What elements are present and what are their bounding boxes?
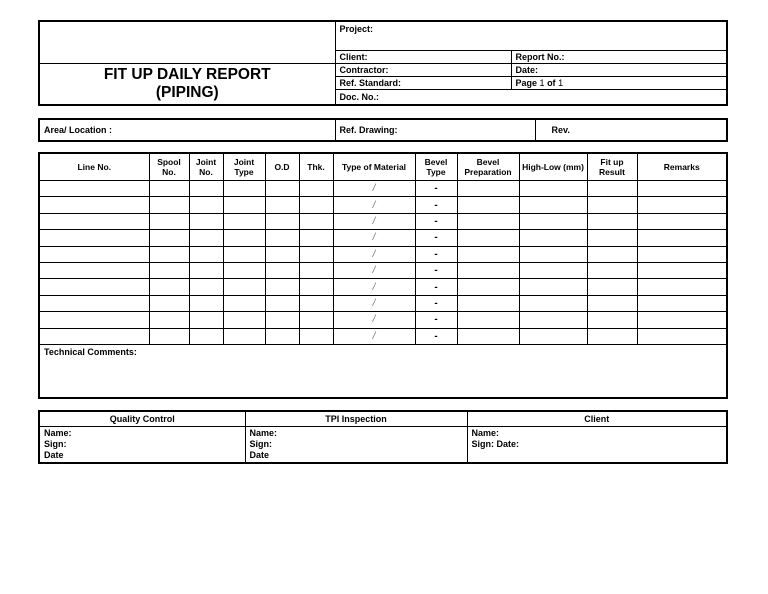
column-header: Remarks (637, 153, 727, 181)
material-separator: / (372, 248, 376, 260)
table-cell[interactable] (189, 295, 223, 311)
table-cell[interactable] (299, 230, 333, 246)
fit-up-table (38, 152, 728, 399)
table-cell[interactable] (519, 197, 587, 213)
table-cell[interactable] (189, 230, 223, 246)
client-name-label: Name: (471, 428, 500, 438)
area-location-field[interactable] (39, 119, 335, 141)
rev-field[interactable] (535, 119, 727, 141)
table-row (39, 262, 727, 278)
table-cell[interactable] (333, 262, 415, 278)
table-cell[interactable] (587, 181, 637, 197)
table-cell[interactable] (457, 181, 519, 197)
table-row (39, 328, 727, 344)
table-cell[interactable] (149, 213, 189, 229)
table-cell[interactable] (39, 246, 149, 262)
table-cell[interactable] (39, 181, 149, 197)
table-cell[interactable] (223, 246, 265, 262)
client-signature-field[interactable] (467, 427, 727, 464)
table-cell[interactable] (265, 262, 299, 278)
bevel-placeholder: - (434, 232, 438, 244)
table-cell[interactable] (587, 213, 637, 229)
table-cell[interactable] (299, 279, 333, 295)
table-cell[interactable] (587, 230, 637, 246)
table-cell[interactable] (333, 213, 415, 229)
table-cell[interactable] (457, 230, 519, 246)
column-header: Type of Material (333, 153, 415, 181)
column-header: O.D (265, 153, 299, 181)
table-cell[interactable] (39, 312, 149, 328)
column-header: Thk. (299, 153, 333, 181)
table-cell[interactable] (587, 197, 637, 213)
client-title: Client (467, 411, 727, 427)
table-cell[interactable] (415, 213, 457, 229)
table-cell[interactable] (415, 295, 457, 311)
table-cell[interactable] (39, 230, 149, 246)
table-cell[interactable] (587, 295, 637, 311)
table-cell[interactable] (189, 328, 223, 344)
table-cell[interactable] (149, 181, 189, 197)
table-cell[interactable] (265, 328, 299, 344)
table-cell[interactable] (519, 181, 587, 197)
table-row (39, 181, 727, 197)
table-cell[interactable] (457, 197, 519, 213)
title-line-2: (PIPING) (155, 84, 219, 101)
column-header: High-Low (mm) (519, 153, 587, 181)
table-cell[interactable] (457, 312, 519, 328)
column-header: Joint Type (223, 153, 265, 181)
table-cell[interactable] (189, 197, 223, 213)
table-cell[interactable] (415, 197, 457, 213)
table-cell[interactable] (457, 279, 519, 295)
table-cell[interactable] (189, 181, 223, 197)
table-cell[interactable] (415, 262, 457, 278)
table-cell[interactable] (637, 295, 727, 311)
table-cell[interactable] (189, 246, 223, 262)
table-cell[interactable] (587, 246, 637, 262)
table-cell[interactable] (149, 246, 189, 262)
table-cell[interactable] (415, 181, 457, 197)
client-field[interactable] (335, 51, 511, 64)
material-separator: / (372, 330, 376, 342)
table-cell[interactable] (223, 230, 265, 246)
table-cell[interactable] (265, 279, 299, 295)
signature-block (38, 410, 728, 464)
report-no-label: Report No.: (515, 52, 565, 62)
ref-drawing-label: Ref. Drawing: (339, 125, 398, 135)
table-cell[interactable] (189, 279, 223, 295)
table-cell[interactable] (299, 197, 333, 213)
material-separator: / (372, 199, 376, 211)
table-cell[interactable] (415, 230, 457, 246)
qc-title: Quality Control (39, 411, 245, 427)
project-field[interactable] (335, 21, 727, 51)
table-row (39, 295, 727, 311)
page-total: 1 (558, 78, 564, 88)
table-cell[interactable] (637, 328, 727, 344)
table-cell[interactable] (39, 328, 149, 344)
table-cell[interactable] (587, 279, 637, 295)
table-cell[interactable] (223, 197, 265, 213)
table-cell[interactable] (637, 279, 727, 295)
table-cell[interactable] (457, 213, 519, 229)
page-title (39, 64, 335, 106)
table-cell[interactable] (223, 328, 265, 344)
table-row (39, 312, 727, 328)
table-cell[interactable] (587, 262, 637, 278)
table-cell[interactable] (265, 197, 299, 213)
rev-label: Rev. (551, 125, 570, 135)
table-cell[interactable] (39, 295, 149, 311)
qc-name-label: Name: (44, 428, 72, 438)
table-header-row (39, 153, 727, 181)
table-cell[interactable] (299, 181, 333, 197)
tpi-signature-field[interactable] (245, 427, 467, 464)
bevel-placeholder: - (434, 297, 438, 309)
table-cell[interactable] (587, 312, 637, 328)
table-cell[interactable] (457, 328, 519, 344)
table-row (39, 213, 727, 229)
table-cell[interactable] (299, 328, 333, 344)
material-separator: / (372, 215, 376, 227)
table-row (39, 197, 727, 213)
qc-signature-field[interactable] (39, 427, 245, 464)
column-header: Line No. (39, 153, 149, 181)
ref-standard-label: Ref. Standard: (339, 78, 402, 88)
column-header: Bevel Type (415, 153, 457, 181)
table-cell[interactable] (265, 295, 299, 311)
table-cell[interactable] (149, 295, 189, 311)
date-label: Date: (515, 65, 539, 75)
bevel-placeholder: - (434, 248, 438, 260)
table-cell[interactable] (457, 295, 519, 311)
table-cell[interactable] (637, 246, 727, 262)
bevel-placeholder: - (434, 215, 438, 227)
column-header: Bevel Preparation (457, 153, 519, 181)
table-cell[interactable] (39, 262, 149, 278)
table-cell[interactable] (519, 295, 587, 311)
table-cell[interactable] (637, 312, 727, 328)
table-cell[interactable] (637, 230, 727, 246)
table-cell[interactable] (299, 262, 333, 278)
contractor-label: Contractor: (339, 65, 389, 75)
table-cell[interactable] (457, 262, 519, 278)
material-separator: / (372, 314, 376, 326)
column-header: Joint No. (189, 153, 223, 181)
client-sign-date-label: Sign: Date: (471, 439, 520, 449)
ref-drawing-field[interactable] (335, 119, 535, 141)
technical-comments-label: Technical Comments: (44, 346, 137, 357)
bevel-placeholder: - (434, 265, 438, 277)
bevel-placeholder: - (434, 314, 438, 326)
table-cell[interactable] (223, 279, 265, 295)
table-cell[interactable] (149, 230, 189, 246)
table-cell[interactable] (265, 213, 299, 229)
bevel-placeholder: - (434, 330, 438, 342)
table-cell[interactable] (333, 230, 415, 246)
material-separator: / (372, 297, 376, 309)
page-of: of (547, 78, 556, 88)
table-cell[interactable] (223, 213, 265, 229)
technical-comments-field[interactable] (39, 344, 727, 398)
table-cell[interactable] (39, 197, 149, 213)
page-indicator (511, 77, 727, 90)
qc-date-label: Date (44, 450, 64, 460)
table-cell[interactable] (149, 262, 189, 278)
tpi-name-label: Name: (249, 428, 278, 438)
table-cell[interactable] (265, 246, 299, 262)
table-row (39, 279, 727, 295)
bevel-placeholder: - (434, 183, 438, 195)
table-cell[interactable] (265, 181, 299, 197)
table-cell[interactable] (333, 246, 415, 262)
table-cell[interactable] (149, 312, 189, 328)
page-number: 1 (539, 78, 545, 88)
table-cell[interactable] (265, 312, 299, 328)
qc-sign-label: Sign: (44, 439, 67, 449)
table-cell[interactable] (519, 246, 587, 262)
table-cell[interactable] (333, 295, 415, 311)
table-cell[interactable] (519, 312, 587, 328)
table-cell[interactable] (299, 295, 333, 311)
logo-area (39, 21, 335, 64)
table-cell[interactable] (415, 312, 457, 328)
table-cell[interactable] (189, 262, 223, 278)
bevel-placeholder: - (434, 281, 438, 293)
report-header (38, 20, 728, 106)
ref-standard-field[interactable] (335, 77, 511, 90)
table-cell[interactable] (457, 246, 519, 262)
table-cell[interactable] (333, 197, 415, 213)
table-body (39, 181, 727, 345)
table-cell[interactable] (149, 328, 189, 344)
area-row (38, 118, 728, 142)
table-cell[interactable] (223, 312, 265, 328)
table-cell[interactable] (333, 312, 415, 328)
material-separator: / (372, 183, 376, 195)
table-cell[interactable] (519, 213, 587, 229)
contractor-field[interactable] (335, 64, 511, 77)
table-cell[interactable] (39, 279, 149, 295)
table-cell[interactable] (299, 213, 333, 229)
doc-no-field[interactable] (335, 90, 727, 106)
table-cell[interactable] (519, 230, 587, 246)
material-separator: / (372, 281, 376, 293)
table-cell[interactable] (415, 328, 457, 344)
table-cell[interactable] (415, 246, 457, 262)
table-cell[interactable] (333, 279, 415, 295)
tpi-title: TPI Inspection (245, 411, 467, 427)
table-row (39, 246, 727, 262)
table-cell[interactable] (333, 181, 415, 197)
table-cell[interactable] (299, 246, 333, 262)
date-field[interactable] (511, 64, 727, 77)
bevel-placeholder: - (434, 199, 438, 211)
material-separator: / (372, 265, 376, 277)
table-cell[interactable] (637, 262, 727, 278)
doc-no-label: Doc. No.: (339, 92, 379, 102)
table-cell[interactable] (519, 262, 587, 278)
table-cell[interactable] (149, 279, 189, 295)
table-cell[interactable] (39, 213, 149, 229)
table-cell[interactable] (149, 197, 189, 213)
area-location-label: Area/ Location : (44, 125, 113, 135)
table-cell[interactable] (333, 328, 415, 344)
tpi-date-label: Date (249, 450, 270, 460)
tpi-sign-label: Sign: (249, 439, 272, 449)
table-cell[interactable] (637, 213, 727, 229)
material-separator: / (372, 232, 376, 244)
project-label: Project: (339, 24, 374, 34)
table-row (39, 230, 727, 246)
table-cell[interactable] (265, 230, 299, 246)
table-cell[interactable] (519, 279, 587, 295)
table-cell[interactable] (299, 312, 333, 328)
client-label: Client: (339, 52, 368, 62)
table-cell[interactable] (415, 279, 457, 295)
table-cell[interactable] (189, 213, 223, 229)
table-cell[interactable] (637, 197, 727, 213)
table-cell[interactable] (637, 181, 727, 197)
table-cell[interactable] (223, 262, 265, 278)
column-header: Spool No. (149, 153, 189, 181)
table-cell[interactable] (223, 295, 265, 311)
page-label: Page (515, 78, 538, 88)
title-line-1: FIT UP DAILY REPORT (103, 66, 271, 83)
table-cell[interactable] (519, 328, 587, 344)
table-cell[interactable] (223, 181, 265, 197)
report-no-field[interactable] (511, 51, 727, 64)
table-cell[interactable] (189, 312, 223, 328)
column-header: Fit up Result (587, 153, 637, 181)
table-cell[interactable] (587, 328, 637, 344)
